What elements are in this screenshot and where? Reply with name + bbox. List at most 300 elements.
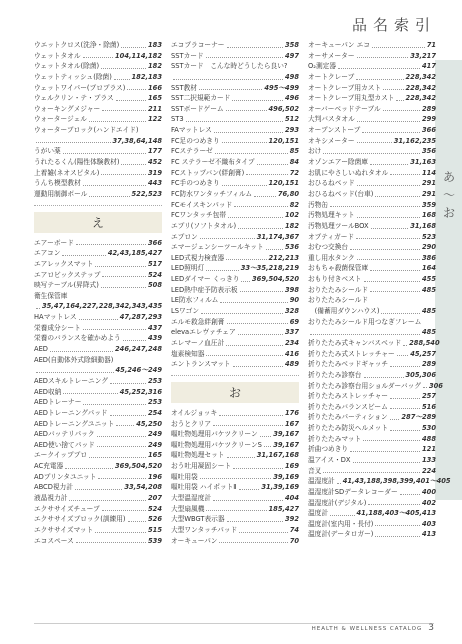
dot-leader — [214, 125, 283, 133]
entry-name: 温湿度計SDデータレコーダー — [308, 487, 398, 496]
entry-page: 498 — [285, 72, 299, 81]
entry-name: ウエットクロス(洗浄・除菌) — [34, 41, 120, 49]
entry-page: 39,167 — [273, 440, 299, 449]
entry-name: エマージェンシーツールキット — [171, 243, 264, 252]
dot-leader — [79, 312, 118, 320]
index-entry — [308, 402, 436, 413]
entry-name: 大型ワンタッチパッド — [171, 525, 238, 534]
index-entry — [34, 461, 162, 472]
entry-name: 嘔吐物処理用バケツクリーン — [171, 430, 258, 439]
entry-page: 42,43,185,427 — [107, 249, 162, 258]
entry-name: オートクレーブ — [308, 72, 355, 81]
dot-leader — [62, 248, 105, 256]
index-entry — [308, 338, 440, 349]
entry-page: 45,252,316 — [119, 387, 162, 396]
index-column-2 — [171, 40, 299, 546]
entry-name: お肌にやさしいぬれタオル — [308, 168, 389, 177]
entry-name: オイルジョッキ — [171, 408, 218, 417]
entry-name: 嘔吐用袋 ハイポットⅡ — [171, 483, 237, 492]
index-entry — [308, 487, 436, 498]
entry-page: 496 — [285, 94, 299, 103]
entry-page: 254 — [148, 408, 162, 417]
entry-name: オゾンエアー除菌庫 — [308, 158, 368, 167]
index-entry — [34, 450, 162, 461]
side-tab-label: あ 〜 お — [443, 170, 456, 220]
dot-leader — [241, 274, 250, 282]
entry-page: 539 — [148, 536, 162, 545]
dot-leader — [390, 402, 420, 410]
entry-page: 185,427 — [268, 504, 299, 513]
entry-page: 165 — [148, 94, 162, 103]
dot-leader — [390, 391, 420, 399]
entry-page: 497 — [285, 51, 299, 60]
entry-name: おむつ交換台 — [308, 243, 349, 252]
entry-page: 402 — [422, 498, 436, 507]
index-entry — [171, 274, 299, 285]
entry-page: 31,163 — [410, 158, 436, 167]
index-entry — [308, 93, 436, 104]
dot-leader — [97, 429, 146, 437]
dot-leader — [102, 270, 146, 278]
index-entry — [171, 359, 299, 370]
entry-name: 液晶視力計 — [34, 493, 68, 502]
entry-page: 253 — [148, 398, 162, 407]
entry-name: 折りたたみ診察台 — [308, 370, 362, 379]
dot-leader — [350, 242, 420, 250]
dot-leader — [95, 525, 146, 533]
index-entry — [171, 104, 299, 115]
entry-name: 衛生保管庫 — [34, 291, 68, 300]
index-entry — [171, 83, 299, 94]
entry-name: LED式視力検査器 — [171, 253, 225, 262]
entry-name: エルモ救急絆創膏 — [171, 317, 225, 326]
index-entry — [308, 317, 436, 328]
dot-leader — [215, 146, 288, 154]
entry-page: 366 — [422, 126, 436, 135]
entry-name: LED照明灯 — [171, 264, 205, 273]
entry-name: エプリ(ソフトタオル) — [171, 221, 237, 230]
dot-leader — [101, 168, 146, 176]
entry-name: 温湿度計 — [308, 477, 335, 486]
index-entry — [34, 472, 162, 483]
entry-name: エコプラコーナー — [171, 41, 225, 49]
dot-leader — [370, 157, 408, 165]
index-entry — [171, 408, 299, 419]
dot-leader — [110, 376, 146, 384]
entry-page: 530 — [422, 424, 436, 433]
index-entry — [171, 189, 299, 200]
dot-leader — [95, 259, 146, 267]
dot-leader — [102, 504, 146, 512]
entry-name: 大型WBGT表示器 — [171, 515, 225, 524]
index-entry — [34, 114, 162, 125]
entry-page: 182 — [148, 62, 162, 71]
entry-name: オープンストーブ — [308, 126, 361, 135]
entry-page: 165 — [148, 451, 162, 460]
entry-name: エコスペース — [34, 536, 74, 545]
dot-leader — [83, 178, 146, 186]
index-entry — [308, 327, 436, 338]
index-entry — [308, 391, 436, 402]
entry-name: LSワゴン — [171, 307, 200, 316]
dot-leader — [357, 253, 420, 261]
dot-leader — [63, 146, 146, 154]
dot-leader — [121, 40, 146, 48]
dot-leader — [239, 525, 287, 533]
index-entry — [34, 291, 162, 302]
entry-page: 249 — [148, 440, 162, 449]
dot-leader — [350, 444, 420, 452]
index-entry — [308, 83, 436, 94]
entry-page: 403 — [422, 519, 436, 528]
index-entry — [34, 61, 162, 72]
entry-page: 102 — [285, 211, 299, 220]
entry-name: HAマットレス — [34, 313, 77, 322]
entry-page: 404 — [285, 493, 299, 502]
entry-name: うがい薬 — [34, 147, 61, 156]
index-entry — [34, 146, 162, 157]
index-entry — [308, 423, 436, 434]
entry-name: 温度計 — [308, 509, 329, 518]
index-entry — [171, 419, 299, 430]
index-entry — [308, 274, 436, 285]
index-entry — [308, 359, 436, 370]
index-entry — [308, 178, 436, 189]
entry-name: SSTカード — [171, 51, 204, 60]
entry-page: 366 — [148, 238, 162, 247]
index-entry — [34, 514, 162, 525]
index-entry — [34, 387, 162, 398]
entry-page: 485 — [422, 307, 436, 316]
index-entry — [308, 434, 436, 445]
entry-name: SSTカード こんな時どうしたら良い? — [171, 62, 288, 71]
dot-leader — [372, 40, 425, 48]
dot-leader — [371, 221, 409, 229]
catalog-name: HEALTH & WELLNESS CATALOG — [311, 626, 423, 632]
entry-page: 253 — [148, 376, 162, 385]
dot-leader — [121, 157, 146, 165]
index-entry — [171, 482, 299, 493]
index-entry — [308, 200, 436, 211]
entry-name: オーキューパン エコ — [308, 41, 370, 49]
entry-name: ウォーターブロック(ハンドエイド) — [34, 126, 139, 135]
entry-name: ウェットタオル(除菌) — [34, 62, 100, 71]
dot-leader — [357, 136, 392, 144]
dot-leader — [102, 104, 146, 112]
index-entry — [171, 536, 299, 547]
dot-leader — [375, 519, 420, 527]
index-entry — [34, 125, 162, 136]
entry-name: AEDスキルトレーニング — [34, 376, 108, 385]
dot-leader — [356, 232, 420, 240]
dot-leader — [396, 93, 403, 101]
entry-page: 177 — [148, 147, 162, 156]
index-entry — [308, 61, 436, 72]
dot-leader — [127, 83, 146, 91]
dot-leader — [110, 408, 146, 416]
dot-leader — [232, 93, 283, 101]
dot-leader — [128, 514, 147, 522]
entry-page: 337 — [285, 328, 299, 337]
entry-name: LED熱中症予防表示板 — [171, 285, 238, 294]
entry-name: うんち模型教材 — [34, 179, 81, 188]
entry-name: エアロビックステップ — [34, 270, 101, 279]
index-entry — [34, 504, 162, 515]
dot-leader — [83, 397, 146, 405]
index-entry — [34, 189, 162, 200]
entry-page: 495〜499 — [264, 83, 299, 92]
dot-leader — [101, 280, 146, 288]
dot-leader — [173, 72, 283, 80]
entry-page: 536 — [285, 243, 299, 252]
index-entry — [34, 344, 162, 355]
index-entry — [34, 355, 162, 366]
entry-name: おけ — [308, 147, 322, 156]
dot-leader — [338, 61, 420, 69]
entry-name: ウォーキングメジャー — [34, 104, 101, 113]
dot-leader — [199, 83, 262, 91]
dot-leader — [219, 536, 287, 544]
dot-leader — [383, 83, 403, 91]
entry-name: AEDバッテリパック — [34, 430, 95, 439]
dot-leader — [219, 408, 283, 416]
entry-name: 嘔吐用袋 — [171, 472, 198, 481]
index-entry — [308, 221, 436, 232]
index-entry — [171, 40, 299, 51]
entry-page: 176 — [285, 408, 299, 417]
entry-name: オーキューパン — [171, 536, 218, 545]
entry-name: おりたたみシールド — [308, 296, 369, 305]
entry-page: 386 — [422, 253, 436, 262]
entry-name: 温アイス・DX — [308, 455, 351, 464]
entry-name: 折りたたみストレッチャー — [308, 392, 388, 401]
index-entry — [308, 136, 436, 147]
index-entry — [171, 210, 299, 221]
entry-name: 折りたたみ診察台用ショルダーバッグ — [308, 381, 421, 390]
dot-leader — [201, 306, 283, 314]
entry-name: 折りたたみ式キャンバスベッド — [308, 338, 402, 347]
entry-name: elevaエレヴァチェア — [171, 328, 236, 337]
entry-name: SSTボードゲーム — [171, 104, 224, 113]
index-entry — [171, 114, 299, 125]
dot-leader — [206, 263, 239, 271]
entry-page: 196 — [148, 472, 162, 481]
index-entry — [34, 312, 162, 323]
entry-name: おひるねベッド — [308, 179, 355, 188]
dot-leader — [200, 472, 271, 480]
entry-page: 228,342 — [405, 83, 436, 92]
index-entry — [171, 232, 299, 243]
entry-page: 212,213 — [268, 253, 299, 262]
index-entry — [308, 349, 436, 360]
entry-name: おもり付きベスト — [308, 275, 362, 284]
index-entry — [308, 125, 436, 136]
entry-page: 455 — [422, 275, 436, 284]
index-entry — [34, 482, 162, 493]
entry-name: LEDダイマー くっきり — [171, 275, 240, 284]
entry-page: 452 — [148, 158, 162, 167]
entry-name: FAマットレス — [171, 126, 212, 135]
dot-leader — [206, 504, 266, 512]
dot-leader — [397, 349, 409, 357]
entry-page: 47,287,293 — [119, 313, 162, 322]
index-entry — [34, 397, 162, 408]
entry-name: エントランスマット — [171, 360, 231, 369]
index-entry — [34, 525, 162, 536]
entry-name: ウェットワイパー(プロプラス) — [34, 83, 126, 92]
entry-name: ウェットタオル — [34, 51, 81, 60]
entry-page: 90 — [289, 296, 299, 305]
dot-leader — [362, 125, 420, 133]
entry-name: ST3 — [171, 115, 184, 124]
dot-leader — [186, 114, 283, 122]
entry-name: AEDトレーニングパッド — [34, 408, 108, 417]
entry-page: 496,502 — [268, 104, 299, 113]
entry-page: 207 — [148, 493, 162, 502]
entry-page: 306 — [428, 381, 443, 390]
index-entry — [308, 189, 436, 200]
dot-leader — [228, 210, 283, 218]
entry-name: エアコン — [34, 249, 61, 258]
entry-page: 439 — [148, 334, 162, 343]
entry-page: 85 — [289, 147, 299, 156]
dot-leader — [323, 146, 420, 154]
entry-page: 485 — [422, 328, 436, 337]
entry-name: おうとクリア — [171, 419, 212, 428]
index-entry — [34, 301, 162, 312]
entry-name: オキシメーター — [308, 136, 355, 145]
entry-page: 287〜289 — [401, 413, 436, 422]
index-entry — [171, 263, 299, 274]
index-side-tab[interactable] — [435, 60, 462, 500]
dot-leader — [403, 338, 407, 346]
entry-name: ADプリンタユニット — [34, 472, 97, 481]
index-entry — [171, 157, 299, 168]
index-entry — [308, 232, 436, 243]
dot-leader — [423, 381, 427, 389]
dot-leader — [222, 136, 267, 144]
entry-page: 35,47,164,227,228,342,343,435 — [42, 302, 163, 311]
dot-leader — [234, 200, 287, 208]
dot-leader — [114, 72, 130, 80]
entry-page: 358 — [285, 41, 299, 49]
dot-leader — [226, 253, 266, 261]
index-entry — [308, 370, 436, 381]
entry-name: 折りたたみバランスビーム — [308, 402, 388, 411]
index-entry — [34, 93, 162, 104]
index-entry — [34, 440, 162, 451]
index-entry — [308, 210, 436, 221]
entry-page: 164 — [422, 264, 436, 273]
entry-name: おう吐用凝固シート — [171, 462, 232, 471]
page-title: 品名索引 — [351, 16, 436, 34]
entry-name: オートクレーブ用丸型カスト — [308, 94, 395, 103]
index-entry — [34, 51, 162, 62]
entry-name: FCワンタッチ包帯 — [171, 211, 227, 220]
entry-page: 84 — [289, 158, 299, 167]
entry-name: おりたたみシールド — [308, 285, 369, 294]
entry-name: エクササイズマット — [34, 525, 94, 534]
index-entry — [308, 295, 436, 306]
entry-page: 76,80 — [277, 189, 299, 198]
index-entry — [308, 40, 436, 51]
index-entry — [171, 472, 299, 483]
dot-leader — [353, 455, 421, 463]
dot-leader — [400, 487, 420, 495]
dot-leader — [36, 136, 111, 144]
dot-leader — [239, 482, 260, 490]
index-entry — [308, 51, 436, 62]
index-entry — [34, 333, 162, 344]
index-entry — [308, 253, 436, 264]
index-entry — [171, 72, 299, 83]
entry-name: おひるねベッド(台車) — [308, 189, 374, 198]
entry-name: FC ステラーゼ不織布タイプ — [171, 158, 255, 167]
dot-leader — [238, 327, 283, 335]
index-entry — [308, 146, 436, 157]
entry-name: FC防水ワンタッチフィルム — [171, 189, 253, 198]
dot-leader — [254, 189, 276, 197]
entry-page: 516 — [422, 402, 436, 411]
dot-leader — [206, 349, 283, 357]
entry-name: 大判バスタオル — [308, 115, 355, 124]
entry-name: ABCD視力計 — [34, 483, 73, 492]
entry-page: 291 — [422, 179, 436, 188]
index-entry — [171, 285, 299, 296]
entry-page: 121 — [422, 445, 436, 454]
index-entry — [171, 221, 299, 232]
dot-leader — [36, 365, 114, 373]
index-entry — [308, 476, 451, 487]
entry-page: 488 — [422, 434, 436, 443]
index-entry — [34, 72, 162, 83]
index-entry — [308, 104, 436, 115]
dot-leader — [383, 104, 420, 112]
entry-page: 291 — [422, 189, 436, 198]
dot-leader — [227, 514, 283, 522]
entry-name: ウォータージェル — [34, 115, 87, 124]
entry-page: 417 — [422, 62, 436, 71]
index-entry — [171, 493, 299, 504]
index-entry — [34, 40, 162, 51]
index-entry — [34, 259, 162, 270]
entry-name: AC充電器 — [34, 462, 64, 471]
dot-leader — [337, 476, 341, 484]
entry-name: 折りたたみマット — [308, 434, 362, 443]
entry-name: 折りたたみベッドギャッチ — [308, 360, 389, 369]
index-entry — [34, 238, 162, 249]
entry-name: AED — [34, 345, 48, 354]
entry-name: 温湿度計(デジタル) — [308, 498, 367, 507]
entry-name: AED収納 — [34, 387, 62, 396]
entry-page: 359 — [422, 200, 436, 209]
dot-leader — [364, 274, 421, 282]
index-entry — [34, 536, 162, 547]
entry-name: 上着雑(ネオスピタル) — [34, 168, 100, 177]
entry-page: 31,162,235 — [393, 136, 436, 145]
index-entry — [34, 429, 162, 440]
entry-page: 31,167,168 — [256, 451, 299, 460]
dot-leader — [390, 359, 420, 367]
index-entry — [308, 498, 436, 509]
index-entry — [171, 295, 299, 306]
dot-leader — [116, 419, 134, 427]
entry-page: 133 — [422, 455, 436, 464]
index-entry — [308, 157, 436, 168]
entry-name: FCステラーゼ — [171, 147, 213, 156]
entry-page: 169 — [285, 462, 299, 471]
entry-page: 211 — [148, 104, 162, 113]
